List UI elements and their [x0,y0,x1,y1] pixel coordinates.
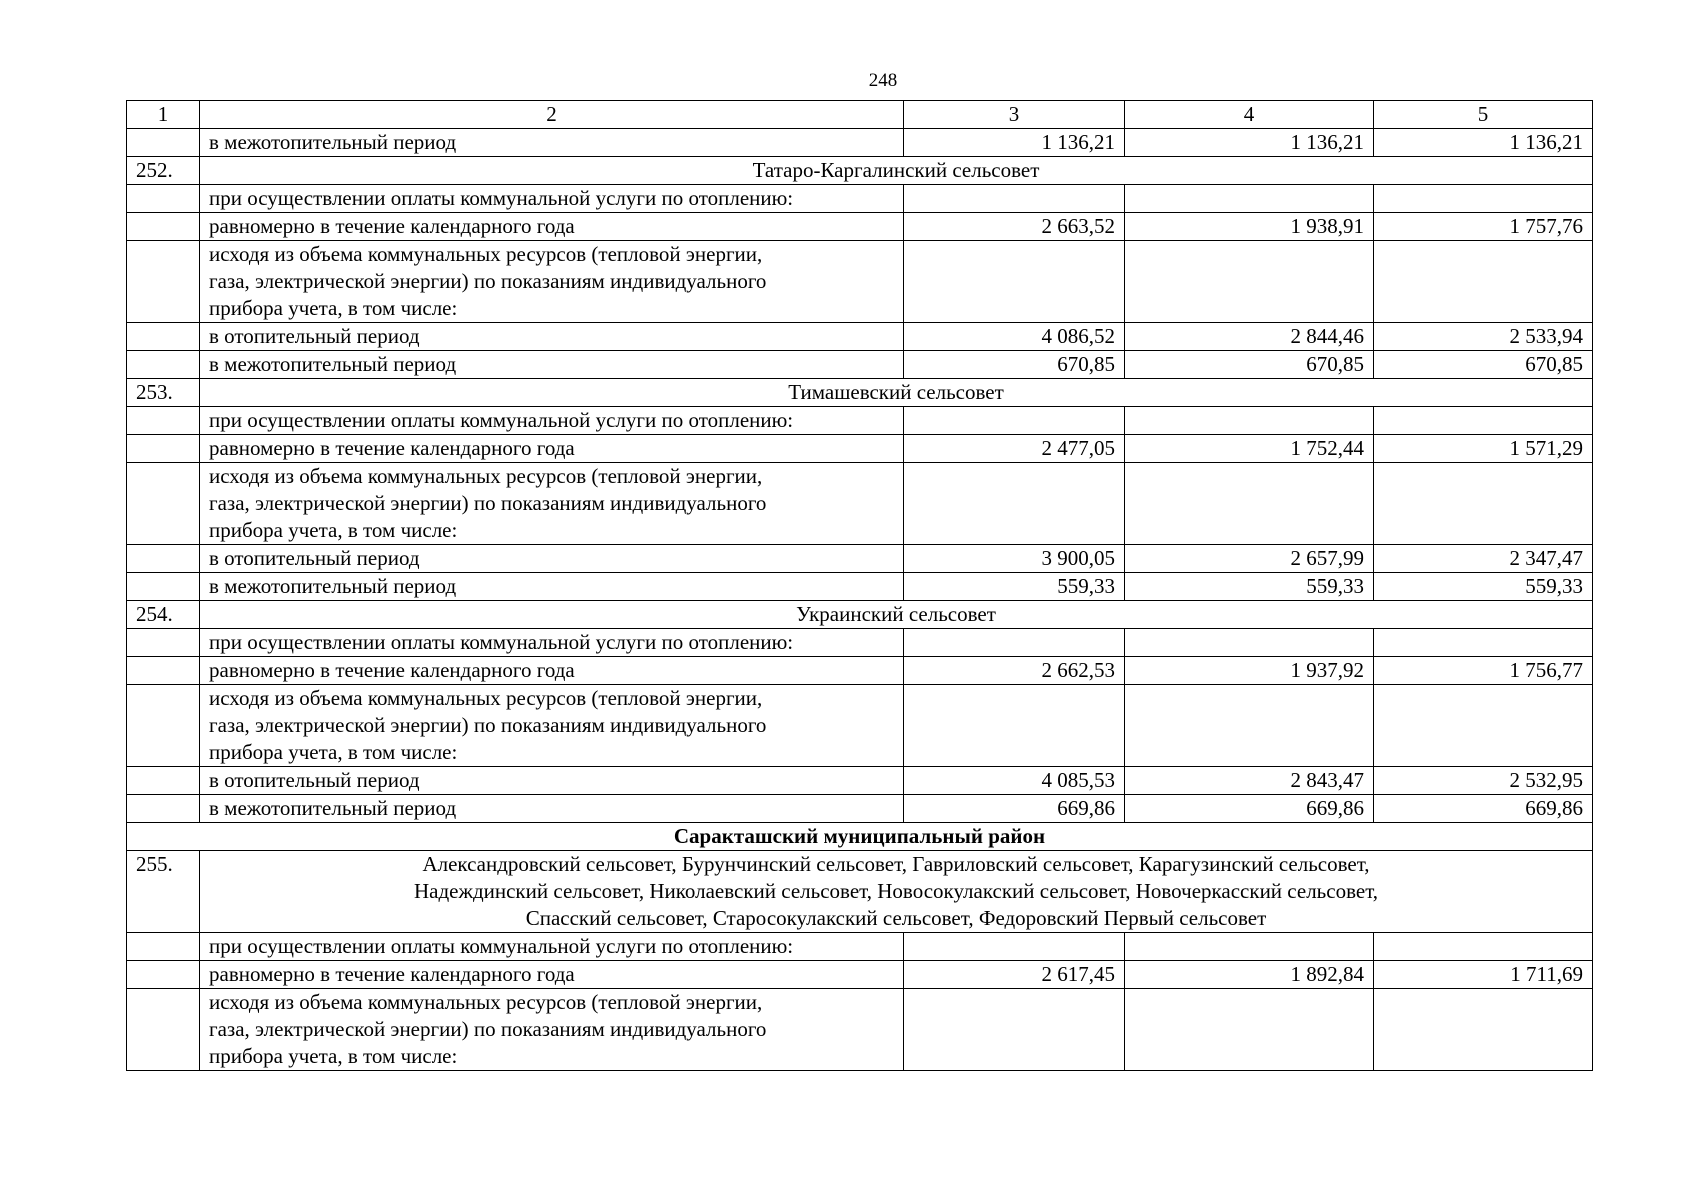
table-row [127,767,1593,795]
table-row [127,989,1593,1071]
row-number [127,989,200,1071]
column-number: 4 [1125,101,1374,129]
row-number [127,545,200,573]
row-description: в отопительный период [200,767,904,795]
column-number: 5 [1374,101,1593,129]
table-row [127,629,1593,657]
section-number: 255. [127,851,200,933]
value-col-4: 1 752,44 [1125,435,1374,463]
value-col-4 [1125,989,1374,1071]
row-description: в межотопительный период [200,129,904,157]
table-row [127,241,1593,323]
table-row [127,573,1593,601]
district-row [127,823,1593,851]
value-col-5: 2 532,95 [1374,767,1593,795]
column-number-row [127,101,1593,129]
value-col-3: 559,33 [904,573,1125,601]
row-description [200,989,904,1071]
value-col-3: 1 136,21 [904,129,1125,157]
table-row [127,351,1593,379]
value-col-3 [904,629,1125,657]
table-row [127,657,1593,685]
value-col-5 [1374,933,1593,961]
value-col-5 [1374,629,1593,657]
value-col-4: 670,85 [1125,351,1374,379]
value-col-4 [1125,185,1374,213]
table-row [127,795,1593,823]
row-number [127,629,200,657]
value-col-3 [904,463,1125,545]
value-col-3: 4 085,53 [904,767,1125,795]
table-row [127,933,1593,961]
value-col-3: 670,85 [904,351,1125,379]
row-number [127,573,200,601]
value-col-5 [1374,989,1593,1071]
section-title: Украинский сельсовет [200,601,1593,629]
row-number [127,961,200,989]
row-description: в межотопительный период [200,573,904,601]
table-row [127,435,1593,463]
row-number [127,129,200,157]
description-line: исходя из объема коммунальных ресурсов (тепловой энергии, [209,464,763,488]
section-row [127,379,1593,407]
value-col-4: 1 937,92 [1125,657,1374,685]
value-col-5: 2 347,47 [1374,545,1593,573]
section-row [127,851,1593,933]
column-number: 3 [904,101,1125,129]
value-col-4 [1125,463,1374,545]
row-number [127,351,200,379]
row-description: в межотопительный период [200,351,904,379]
row-description [200,463,904,545]
value-col-5: 670,85 [1374,351,1593,379]
value-col-3: 4 086,52 [904,323,1125,351]
description-line: исходя из объема коммунальных ресурсов (тепловой энергии, [209,990,763,1014]
section-row [127,157,1593,185]
column-number: 1 [127,101,200,129]
section-title-line: Надеждинский сельсовет, Николаевский сельсовет, Новосокулакский сельсовет, Новочеркасский сельсовет, [413,879,1379,903]
section-row [127,601,1593,629]
value-col-5 [1374,241,1593,323]
table-row [127,685,1593,767]
row-number [127,933,200,961]
row-number [127,323,200,351]
row-number [127,241,200,323]
section-title: Татаро-Каргалинский сельсовет [200,157,1593,185]
value-col-3: 2 663,52 [904,213,1125,241]
value-col-3 [904,407,1125,435]
table-row [127,961,1593,989]
table-row [127,545,1593,573]
row-description: равномерно в течение календарного года [200,213,904,241]
section-title [200,851,1593,933]
table-row [127,407,1593,435]
table-row [127,129,1593,157]
value-col-5: 1 571,29 [1374,435,1593,463]
district-title: Саракташский муниципальный район [127,823,1593,851]
row-description: при осуществлении оплаты коммунальной услуги по отоплению: [200,407,904,435]
value-col-4: 559,33 [1125,573,1374,601]
row-number [127,657,200,685]
row-description [200,241,904,323]
row-description: в отопительный период [200,545,904,573]
value-col-4 [1125,933,1374,961]
value-col-5 [1374,185,1593,213]
value-col-4: 1 892,84 [1125,961,1374,989]
value-col-3: 3 900,05 [904,545,1125,573]
value-col-4: 2 843,47 [1125,767,1374,795]
value-col-5: 2 533,94 [1374,323,1593,351]
row-description: при осуществлении оплаты коммунальной услуги по отоплению: [200,629,904,657]
value-col-3 [904,989,1125,1071]
value-col-4: 1 938,91 [1125,213,1374,241]
value-col-3 [904,933,1125,961]
row-description: при осуществлении оплаты коммунальной услуги по отоплению: [200,185,904,213]
section-title-line: Александровский сельсовет, Бурунчинский сельсовет, Гавриловский сельсовет, Карагузинский сельсовет, [422,852,1370,876]
row-number [127,463,200,545]
value-col-4 [1125,685,1374,767]
row-number [127,185,200,213]
value-col-5 [1374,407,1593,435]
row-description: в отопительный период [200,323,904,351]
table-row [127,323,1593,351]
row-description: равномерно в течение календарного года [200,961,904,989]
section-title-line: Спасский сельсовет, Старосокулакский сельсовет, Федоровский Первый сельсовет [525,906,1267,930]
row-description: при осуществлении оплаты коммунальной услуги по отоплению: [200,933,904,961]
page-number: 248 [868,70,898,91]
description-line: исходя из объема коммунальных ресурсов (тепловой энергии, [209,242,763,266]
description-line: прибора учета, в том числе: [209,740,458,764]
value-col-5: 669,86 [1374,795,1593,823]
value-col-5: 1 756,77 [1374,657,1593,685]
value-col-4: 2 844,46 [1125,323,1374,351]
value-col-4: 1 136,21 [1125,129,1374,157]
value-col-3: 2 662,53 [904,657,1125,685]
row-number [127,685,200,767]
value-col-3: 2 617,45 [904,961,1125,989]
row-description [200,685,904,767]
row-number [127,435,200,463]
value-col-4 [1125,629,1374,657]
value-col-3 [904,241,1125,323]
row-description: в межотопительный период [200,795,904,823]
value-col-4: 2 657,99 [1125,545,1374,573]
value-col-4 [1125,407,1374,435]
section-title: Тимашевский сельсовет [200,379,1593,407]
row-number [127,767,200,795]
value-col-5: 559,33 [1374,573,1593,601]
description-line: прибора учета, в том числе: [209,296,458,320]
section-number: 252. [127,157,200,185]
row-number [127,213,200,241]
description-line: газа, электрической энергии) по показаниям индивидуального [209,713,767,737]
row-number [127,795,200,823]
table-row [127,463,1593,545]
value-col-5 [1374,463,1593,545]
description-line: прибора учета, в том числе: [209,518,458,542]
column-number: 2 [200,101,904,129]
value-col-5: 1 711,69 [1374,961,1593,989]
value-col-3 [904,685,1125,767]
row-description: равномерно в течение календарного года [200,435,904,463]
value-col-4 [1125,241,1374,323]
value-col-4: 669,86 [1125,795,1374,823]
section-number: 254. [127,601,200,629]
value-col-3 [904,185,1125,213]
description-line: газа, электрической энергии) по показаниям индивидуального [209,1017,767,1041]
value-col-5 [1374,685,1593,767]
description-line: исходя из объема коммунальных ресурсов (тепловой энергии, [209,686,763,710]
description-line: газа, электрической энергии) по показаниям индивидуального [209,491,767,515]
tariff-table [126,100,1593,1071]
value-col-3: 2 477,05 [904,435,1125,463]
value-col-5: 1 757,76 [1374,213,1593,241]
row-description: равномерно в течение календарного года [200,657,904,685]
table-row [127,213,1593,241]
description-line: прибора учета, в том числе: [209,1044,458,1068]
description-line: газа, электрической энергии) по показаниям индивидуального [209,269,767,293]
row-number [127,407,200,435]
value-col-3: 669,86 [904,795,1125,823]
section-number: 253. [127,379,200,407]
value-col-5: 1 136,21 [1374,129,1593,157]
table-row [127,185,1593,213]
